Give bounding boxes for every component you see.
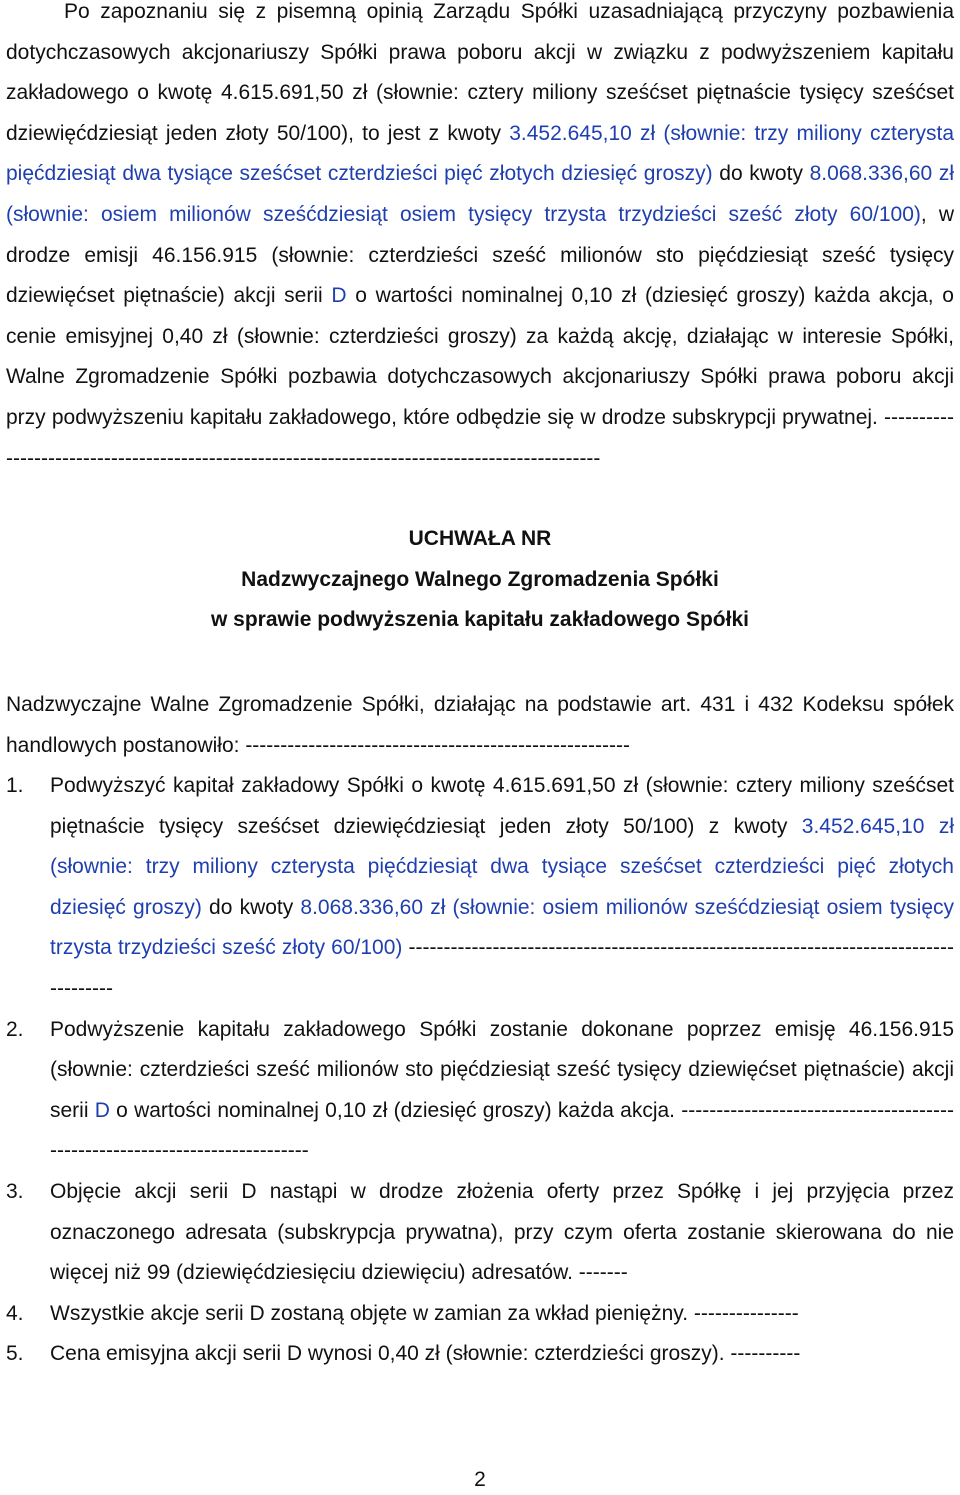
resolution-subtitle-1: Nadzwyczajnego Walnego Zgromadzenia Spółki (241, 567, 719, 591)
intro-amount-from: 3.452.645,10 zł (słownie: trzy miliony czterysta pięćdziesiąt dwa tysiące sześćset czterdzieści pięć złotych dziesięć groszy) (6, 121, 955, 186)
item-dashes: ---------------------------------------------------------------------------- (50, 1098, 954, 1163)
list-item (6, 1010, 954, 1172)
item-number: 1. (6, 774, 24, 798)
item-dashes: --------------------------------------------------------------------------------------- (50, 936, 954, 1001)
intro-text-3: , w drodze emisji 46.156.915 (słownie: czterdzieści sześć milionów sto pięćdziesiąt sześć tysięcy dziewięćset piętnaście) akcji serii (6, 202, 955, 308)
item-series: D (94, 1098, 110, 1122)
item-number: 5. (6, 1342, 24, 1366)
item-dashes: ---------- (724, 1342, 801, 1366)
intro-paragraph (6, 0, 954, 479)
item-amount-from: 3.452.645,10 zł (słownie: trzy miliony czterysta pięćdziesiąt dwa tysiące sześćset czterdzieści pięć złotych dziesięć groszy) (50, 814, 954, 919)
list-item (6, 1172, 954, 1294)
resolution-items (6, 766, 954, 1375)
list-item (6, 766, 954, 1010)
preamble-text: Nadzwyczajne Walne Zgromadzenie Spółki, działając na podstawie art. 431 i 432 Kodeksu spółek handlowych postanowiło: (6, 692, 954, 757)
page-number: 2 (474, 1468, 486, 1491)
preamble-dashes: ------------------------------------------------------- (239, 733, 630, 757)
item-text: Cena emisyjna akcji serii D wynosi 0,40 zł (słownie: czterdzieści groszy). (50, 1342, 725, 1366)
preamble-paragraph (6, 685, 954, 766)
item-text: do kwoty (201, 895, 301, 919)
resolution-subtitle-2: w sprawie podwyższenia kapitału zakładowego Spółki (211, 608, 749, 632)
resolution-title: UCHWAŁA NR (408, 527, 552, 551)
intro-text-4: o wartości nominalnej 0,10 zł (dziesięć groszy) każda akcja, o cenie emisyjnej 0,40 zł (słownie: czterdzieści groszy) za każdą akcję, działając w interesie Spółki, Walne Zgromadzenie Spółki pozbawia dotychczasowych akcjonariuszy Spółki prawa poboru akcji przy podwyższeniu kapitału zakładowego, które odbędzie się w drodze subskrypcji prywatnej. (6, 284, 954, 429)
intro-text-1: Po zapoznaniu się z pisemną opinią Zarządu Spółki uzasadniającą przyczyny pozbawienia dotychczasowych akcjonariuszy Spółki prawa poboru akcji w związku z podwyższeniem kapitału zakładowego o kwotę 4.615.691,50 zł (słownie: cztery miliony sześćset piętnaście tysięcy sześćset dziewięćdziesiąt jeden złoty 50/100), to jest z kwoty (6, 0, 954, 145)
list-item (6, 1294, 954, 1335)
intro-amount-to: 8.068.336,60 zł (słownie: osiem milionów sześćdziesiąt osiem tysięcy trzysta trzydzieści sześć złoty 60/100) (6, 162, 954, 226)
intro-series: D (331, 284, 347, 308)
item-text: Wszystkie akcje serii D zostaną objęte w zamian za wkład pieniężny. (50, 1301, 689, 1325)
item-text: o wartości nominalnej 0,10 zł (dziesięć groszy) każda akcja. (109, 1098, 676, 1122)
item-dashes: ------- (572, 1261, 628, 1285)
document-page (6, 0, 954, 1375)
item-number: 3. (6, 1180, 24, 1204)
resolution-title-block (6, 519, 954, 641)
item-text: Podwyższyć kapitał zakładowy Spółki o kwotę 4.615.691,50 zł (słownie: cztery miliony sześćset piętnaście tysięcy sześćset dziewięćdziesiąt jeden złoty 50/100) z kwoty (50, 774, 954, 838)
item-text: Objęcie akcji serii D nastąpi w drodze złożenia oferty przez Spółkę i jej przyjęcia przez oznaczonego adresata (subskrypcja prywatna), przy czym oferta zostanie skierowana do nie więcej niż 99 (dziewięćdziesięciu dziewięciu) adresatów. (50, 1180, 954, 1285)
item-text: Podwyższenie kapitału zakładowego Spółki zostanie dokonane poprzez emisję 46.156.915 (słownie: czterdzieści sześć milionów sto pięćdziesiąt sześć tysięcy dziewięćset piętnaście) akcji serii (50, 1017, 954, 1122)
item-amount-to: 8.068.336,60 zł (słownie: osiem milionów sześćdziesiąt osiem tysięcy trzysta trzydzieści sześć złoty 60/100) (50, 895, 954, 960)
intro-dashes: ----------------------------------------------------------------------------------------------- (6, 405, 954, 470)
intro-text-2: do kwoty (712, 162, 810, 186)
item-number: 2. (6, 1017, 24, 1041)
item-number: 4. (6, 1301, 24, 1325)
item-dashes: --------------- (688, 1301, 799, 1325)
list-item (6, 1334, 954, 1375)
